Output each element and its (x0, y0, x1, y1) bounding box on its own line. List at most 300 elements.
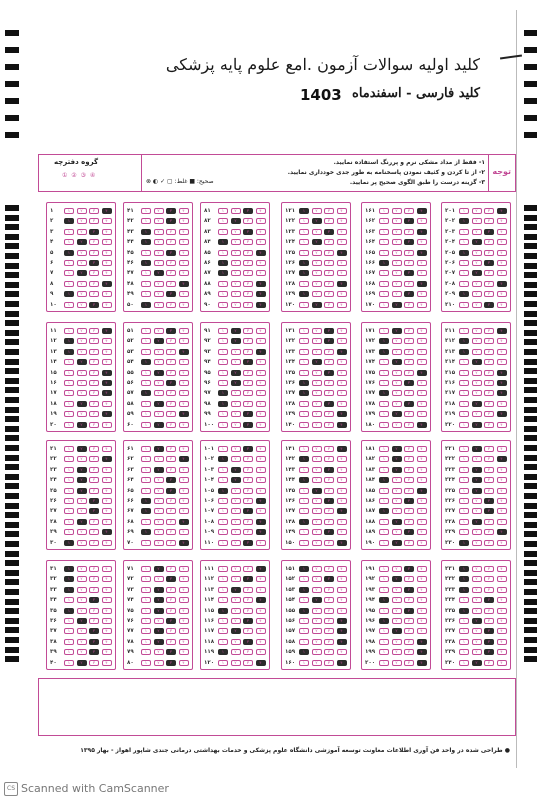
answer-bubble[interactable]: ۴ (497, 218, 507, 224)
answer-bubble[interactable]: ۴ (417, 411, 427, 417)
answer-bubble[interactable]: ۲ (392, 498, 402, 504)
answer-bubble[interactable]: ۱ (141, 218, 151, 224)
answer-bubble[interactable]: ۱ (141, 639, 151, 645)
answer-bubble[interactable]: ۲ (231, 597, 241, 603)
answer-bubble[interactable]: ۳ (243, 660, 253, 666)
answer-bubble[interactable]: ۳ (324, 281, 334, 287)
answer-bubble[interactable]: ۴ (256, 649, 266, 655)
answer-bubble[interactable]: ۳ (166, 302, 176, 308)
answer-bubble[interactable]: ۴ (102, 208, 112, 214)
answer-bubble[interactable]: ۲ (312, 649, 322, 655)
answer-bubble[interactable]: ۲ (312, 628, 322, 634)
answer-bubble[interactable]: ۲ (312, 422, 322, 428)
answer-bubble[interactable]: ۴ (179, 498, 189, 504)
answer-bubble[interactable]: ۲ (392, 349, 402, 355)
answer-bubble[interactable]: ۴ (102, 477, 112, 483)
answer-bubble[interactable]: ۲ (154, 349, 164, 355)
answer-bubble[interactable]: ۲ (392, 370, 402, 376)
answer-bubble[interactable]: ۳ (404, 411, 414, 417)
answer-bubble[interactable]: ۱ (299, 411, 309, 417)
answer-bubble[interactable]: ۱ (218, 218, 228, 224)
answer-bubble[interactable]: ۱ (64, 498, 74, 504)
answer-bubble[interactable]: ۳ (243, 370, 253, 376)
answer-bubble[interactable]: ۴ (497, 477, 507, 483)
answer-bubble[interactable]: ۲ (231, 660, 241, 666)
answer-bubble[interactable]: ۴ (497, 338, 507, 344)
answer-bubble[interactable]: ۴ (102, 338, 112, 344)
answer-bubble[interactable]: ۳ (324, 380, 334, 386)
answer-bubble[interactable]: ۱ (379, 260, 389, 266)
answer-bubble[interactable]: ۳ (166, 618, 176, 624)
answer-bubble[interactable]: ۱ (141, 540, 151, 546)
answer-bubble[interactable]: ۴ (417, 218, 427, 224)
answer-bubble[interactable]: ۴ (417, 540, 427, 546)
answer-bubble[interactable]: ۲ (154, 597, 164, 603)
answer-bubble[interactable]: ۱ (299, 291, 309, 297)
answer-bubble[interactable]: ۳ (484, 218, 494, 224)
answer-bubble[interactable]: ۴ (179, 250, 189, 256)
answer-bubble[interactable]: ۳ (324, 660, 334, 666)
answer-bubble[interactable]: ۳ (484, 338, 494, 344)
answer-bubble[interactable]: ۴ (256, 498, 266, 504)
answer-bubble[interactable]: ۳ (166, 540, 176, 546)
answer-bubble[interactable]: ۳ (324, 467, 334, 473)
answer-bubble[interactable]: ۲ (392, 390, 402, 396)
answer-bubble[interactable]: ۴ (337, 270, 347, 276)
answer-bubble[interactable]: ۳ (404, 239, 414, 245)
answer-bubble[interactable]: ۴ (102, 540, 112, 546)
answer-bubble[interactable]: ۱ (141, 338, 151, 344)
answer-bubble[interactable]: ۴ (256, 576, 266, 582)
answer-bubble[interactable]: ۴ (179, 540, 189, 546)
answer-bubble[interactable]: ۲ (472, 380, 482, 386)
answer-bubble[interactable]: ۱ (459, 639, 469, 645)
answer-bubble[interactable]: ۲ (392, 649, 402, 655)
answer-bubble[interactable]: ۴ (337, 338, 347, 344)
answer-bubble[interactable]: ۲ (392, 456, 402, 462)
answer-bubble[interactable]: ۳ (243, 218, 253, 224)
answer-bubble[interactable]: ۴ (256, 291, 266, 297)
answer-bubble[interactable]: ۴ (256, 239, 266, 245)
answer-bubble[interactable]: ۳ (243, 208, 253, 214)
answer-bubble[interactable]: ۲ (231, 540, 241, 546)
answer-bubble[interactable]: ۴ (417, 446, 427, 452)
answer-bubble[interactable]: ۴ (102, 576, 112, 582)
answer-bubble[interactable]: ۳ (243, 456, 253, 462)
answer-bubble[interactable]: ۱ (299, 302, 309, 308)
answer-bubble[interactable]: ۳ (404, 488, 414, 494)
answer-bubble[interactable]: ۴ (337, 411, 347, 417)
answer-bubble[interactable]: ۲ (77, 422, 87, 428)
answer-bubble[interactable]: ۱ (379, 250, 389, 256)
answer-bubble[interactable]: ۱ (459, 498, 469, 504)
answer-bubble[interactable]: ۲ (154, 239, 164, 245)
answer-bubble[interactable]: ۴ (417, 519, 427, 525)
answer-bubble[interactable]: ۲ (154, 291, 164, 297)
answer-bubble[interactable]: ۲ (154, 422, 164, 428)
answer-bubble[interactable]: ۱ (64, 422, 74, 428)
answer-bubble[interactable]: ۲ (472, 488, 482, 494)
answer-bubble[interactable]: ۴ (497, 597, 507, 603)
answer-bubble[interactable]: ۲ (392, 229, 402, 235)
answer-bubble[interactable]: ۴ (179, 467, 189, 473)
answer-bubble[interactable]: ۳ (324, 422, 334, 428)
answer-bubble[interactable]: ۳ (243, 291, 253, 297)
answer-bubble[interactable]: ۳ (484, 608, 494, 614)
answer-bubble[interactable]: ۱ (64, 566, 74, 572)
answer-bubble[interactable]: ۱ (64, 660, 74, 666)
answer-bubble[interactable]: ۱ (379, 370, 389, 376)
answer-bubble[interactable]: ۲ (312, 540, 322, 546)
answer-bubble[interactable]: ۳ (324, 446, 334, 452)
answer-bubble[interactable]: ۴ (417, 477, 427, 483)
answer-bubble[interactable]: ۳ (89, 456, 99, 462)
answer-bubble[interactable]: ۴ (497, 529, 507, 535)
answer-bubble[interactable]: ۱ (299, 239, 309, 245)
answer-bubble[interactable]: ۲ (312, 208, 322, 214)
answer-bubble[interactable]: ۲ (231, 608, 241, 614)
answer-bubble[interactable]: ۴ (337, 302, 347, 308)
answer-bubble[interactable]: ۱ (64, 467, 74, 473)
answer-bubble[interactable]: ۴ (179, 608, 189, 614)
answer-bubble[interactable]: ۴ (256, 608, 266, 614)
answer-bubble[interactable]: ۴ (102, 628, 112, 634)
answer-bubble[interactable]: ۴ (337, 628, 347, 634)
answer-bubble[interactable]: ۲ (77, 328, 87, 334)
answer-bubble[interactable]: ۴ (102, 608, 112, 614)
answer-bubble[interactable]: ۱ (64, 508, 74, 514)
answer-bubble[interactable]: ۱ (379, 639, 389, 645)
answer-bubble[interactable]: ۳ (324, 597, 334, 603)
answer-bubble[interactable]: ۱ (64, 270, 74, 276)
answer-bubble[interactable]: ۱ (218, 587, 228, 593)
answer-bubble[interactable]: ۲ (312, 302, 322, 308)
answer-bubble[interactable]: ۳ (404, 597, 414, 603)
answer-bubble[interactable]: ۳ (404, 519, 414, 525)
answer-bubble[interactable]: ۳ (166, 508, 176, 514)
answer-bubble[interactable]: ۲ (231, 508, 241, 514)
answer-bubble[interactable]: ۳ (89, 597, 99, 603)
answer-bubble[interactable]: ۱ (141, 302, 151, 308)
answer-bubble[interactable]: ۴ (256, 270, 266, 276)
answer-bubble[interactable]: ۲ (472, 411, 482, 417)
answer-bubble[interactable]: ۳ (166, 390, 176, 396)
answer-bubble[interactable]: ۳ (89, 540, 99, 546)
answer-bubble[interactable]: ۱ (299, 587, 309, 593)
answer-bubble[interactable]: ۴ (179, 477, 189, 483)
answer-bubble[interactable]: ۱ (141, 239, 151, 245)
answer-bubble[interactable]: ۳ (404, 566, 414, 572)
answer-bubble[interactable]: ۲ (312, 260, 322, 266)
answer-bubble[interactable]: ۴ (337, 260, 347, 266)
answer-bubble[interactable]: ۲ (231, 390, 241, 396)
answer-bubble[interactable]: ۱ (299, 401, 309, 407)
answer-bubble[interactable]: ۲ (231, 208, 241, 214)
answer-bubble[interactable]: ۴ (102, 446, 112, 452)
answer-bubble[interactable]: ۱ (459, 587, 469, 593)
answer-bubble[interactable]: ۴ (102, 467, 112, 473)
answer-bubble[interactable]: ۳ (243, 422, 253, 428)
answer-bubble[interactable]: ۳ (404, 529, 414, 535)
answer-bubble[interactable]: ۳ (243, 587, 253, 593)
answer-bubble[interactable]: ۱ (64, 401, 74, 407)
answer-bubble[interactable]: ۴ (497, 281, 507, 287)
answer-bubble[interactable]: ۱ (459, 218, 469, 224)
answer-bubble[interactable]: ۱ (379, 649, 389, 655)
answer-bubble[interactable]: ۱ (299, 370, 309, 376)
answer-bubble[interactable]: ۱ (379, 291, 389, 297)
answer-bubble[interactable]: ۳ (166, 488, 176, 494)
answer-bubble[interactable]: ۴ (102, 270, 112, 276)
answer-bubble[interactable]: ۱ (459, 566, 469, 572)
answer-bubble[interactable]: ۲ (77, 218, 87, 224)
answer-bubble[interactable]: ۱ (379, 270, 389, 276)
answer-bubble[interactable]: ۳ (484, 359, 494, 365)
answer-bubble[interactable]: ۴ (179, 281, 189, 287)
answer-bubble[interactable]: ۲ (472, 291, 482, 297)
answer-bubble[interactable]: ۴ (102, 508, 112, 514)
answer-bubble[interactable]: ۲ (472, 508, 482, 514)
answer-bubble[interactable]: ۱ (218, 359, 228, 365)
answer-bubble[interactable]: ۳ (89, 446, 99, 452)
answer-bubble[interactable]: ۳ (484, 618, 494, 624)
answer-bubble[interactable]: ۴ (497, 370, 507, 376)
answer-bubble[interactable]: ۴ (256, 467, 266, 473)
answer-bubble[interactable]: ۲ (472, 540, 482, 546)
answer-bubble[interactable]: ۲ (154, 566, 164, 572)
answer-bubble[interactable]: ۱ (459, 618, 469, 624)
answer-bubble[interactable]: ۴ (337, 498, 347, 504)
answer-bubble[interactable]: ۲ (472, 359, 482, 365)
answer-bubble[interactable]: ۴ (256, 529, 266, 535)
answer-bubble[interactable]: ۴ (179, 411, 189, 417)
answer-bubble[interactable]: ۱ (218, 639, 228, 645)
answer-bubble[interactable]: ۲ (392, 380, 402, 386)
answer-bubble[interactable]: ۴ (417, 587, 427, 593)
answer-bubble[interactable]: ۳ (89, 281, 99, 287)
answer-bubble[interactable]: ۳ (89, 608, 99, 614)
answer-bubble[interactable]: ۳ (484, 498, 494, 504)
answer-bubble[interactable]: ۳ (404, 576, 414, 582)
answer-bubble[interactable]: ۱ (64, 291, 74, 297)
answer-bubble[interactable]: ۳ (166, 628, 176, 634)
answer-bubble[interactable]: ۲ (392, 411, 402, 417)
answer-bubble[interactable]: ۱ (218, 467, 228, 473)
answer-bubble[interactable]: ۱ (64, 456, 74, 462)
answer-bubble[interactable]: ۲ (472, 456, 482, 462)
answer-bubble[interactable]: ۳ (324, 270, 334, 276)
answer-bubble[interactable]: ۱ (299, 498, 309, 504)
answer-bubble[interactable]: ۲ (472, 608, 482, 614)
answer-bubble[interactable]: ۱ (459, 302, 469, 308)
answer-bubble[interactable]: ۱ (459, 359, 469, 365)
answer-bubble[interactable]: ۲ (231, 477, 241, 483)
answer-bubble[interactable]: ۳ (404, 349, 414, 355)
answer-bubble[interactable]: ۴ (256, 380, 266, 386)
answer-bubble[interactable]: ۲ (231, 411, 241, 417)
answer-bubble[interactable]: ۱ (218, 401, 228, 407)
answer-bubble[interactable]: ۳ (243, 338, 253, 344)
answer-bubble[interactable]: ۲ (392, 566, 402, 572)
answer-bubble[interactable]: ۴ (102, 498, 112, 504)
answer-bubble[interactable]: ۳ (166, 498, 176, 504)
answer-bubble[interactable]: ۱ (379, 338, 389, 344)
answer-bubble[interactable]: ۳ (166, 446, 176, 452)
answer-bubble[interactable]: ۱ (141, 566, 151, 572)
answer-bubble[interactable]: ۴ (179, 390, 189, 396)
answer-bubble[interactable]: ۴ (497, 639, 507, 645)
answer-bubble[interactable]: ۱ (459, 229, 469, 235)
answer-bubble[interactable]: ۲ (154, 218, 164, 224)
answer-bubble[interactable]: ۲ (392, 660, 402, 666)
answer-bubble[interactable]: ۳ (484, 477, 494, 483)
answer-bubble[interactable]: ۲ (154, 229, 164, 235)
answer-bubble[interactable]: ۲ (392, 628, 402, 634)
answer-bubble[interactable]: ۲ (392, 587, 402, 593)
answer-bubble[interactable]: ۱ (299, 519, 309, 525)
answer-bubble[interactable]: ۴ (256, 411, 266, 417)
answer-bubble[interactable]: ۳ (324, 229, 334, 235)
answer-bubble[interactable]: ۳ (166, 587, 176, 593)
answer-bubble[interactable]: ۴ (337, 380, 347, 386)
answer-bubble[interactable]: ۴ (102, 649, 112, 655)
answer-bubble[interactable]: ۴ (179, 349, 189, 355)
answer-bubble[interactable]: ۳ (243, 239, 253, 245)
answer-bubble[interactable]: ۳ (243, 597, 253, 603)
answer-bubble[interactable]: ۲ (392, 639, 402, 645)
answer-bubble[interactable]: ۳ (166, 639, 176, 645)
answer-bubble[interactable]: ۱ (64, 529, 74, 535)
answer-bubble[interactable]: ۲ (312, 576, 322, 582)
answer-bubble[interactable]: ۱ (218, 411, 228, 417)
answer-bubble[interactable]: ۳ (324, 260, 334, 266)
answer-bubble[interactable]: ۳ (166, 229, 176, 235)
answer-bubble[interactable]: ۲ (392, 576, 402, 582)
answer-bubble[interactable]: ۴ (337, 660, 347, 666)
answer-bubble[interactable]: ۳ (404, 446, 414, 452)
answer-bubble[interactable]: ۱ (64, 359, 74, 365)
answer-bubble[interactable]: ۱ (218, 239, 228, 245)
answer-bubble[interactable]: ۳ (166, 649, 176, 655)
answer-bubble[interactable]: ۴ (497, 488, 507, 494)
answer-bubble[interactable]: ۲ (77, 498, 87, 504)
answer-bubble[interactable]: ۱ (141, 508, 151, 514)
answer-bubble[interactable]: ۴ (102, 456, 112, 462)
answer-bubble[interactable]: ۴ (417, 380, 427, 386)
answer-bubble[interactable]: ۲ (154, 660, 164, 666)
answer-bubble[interactable]: ۱ (218, 260, 228, 266)
answer-bubble[interactable]: ۱ (218, 576, 228, 582)
answer-bubble[interactable]: ۳ (89, 390, 99, 396)
answer-bubble[interactable]: ۱ (459, 529, 469, 535)
answer-bubble[interactable]: ۴ (497, 239, 507, 245)
answer-bubble[interactable]: ۳ (89, 302, 99, 308)
answer-bubble[interactable]: ۳ (484, 456, 494, 462)
answer-bubble[interactable]: ۳ (404, 390, 414, 396)
answer-bubble[interactable]: ۱ (459, 380, 469, 386)
answer-bubble[interactable]: ۳ (484, 519, 494, 525)
answer-bubble[interactable]: ۳ (324, 587, 334, 593)
answer-bubble[interactable]: ۲ (154, 302, 164, 308)
answer-bubble[interactable]: ۲ (154, 628, 164, 634)
answer-bubble[interactable]: ۳ (324, 576, 334, 582)
answer-bubble[interactable]: ۲ (392, 529, 402, 535)
answer-bubble[interactable]: ۳ (404, 401, 414, 407)
answer-bubble[interactable]: ۴ (179, 446, 189, 452)
answer-bubble[interactable]: ۲ (472, 477, 482, 483)
answer-bubble[interactable]: ۱ (459, 281, 469, 287)
answer-bubble[interactable]: ۴ (179, 456, 189, 462)
answer-bubble[interactable]: ۲ (231, 359, 241, 365)
answer-bubble[interactable]: ۱ (64, 302, 74, 308)
answer-bubble[interactable]: ۳ (89, 628, 99, 634)
answer-bubble[interactable]: ۲ (312, 328, 322, 334)
answer-bubble[interactable]: ۱ (379, 229, 389, 235)
answer-bubble[interactable]: ۳ (166, 660, 176, 666)
answer-bubble[interactable]: ۲ (77, 302, 87, 308)
answer-bubble[interactable]: ۴ (102, 370, 112, 376)
answer-bubble[interactable]: ۳ (243, 349, 253, 355)
answer-bubble[interactable]: ۲ (154, 390, 164, 396)
answer-bubble[interactable]: ۱ (379, 566, 389, 572)
answer-bubble[interactable]: ۴ (337, 587, 347, 593)
answer-bubble[interactable]: ۱ (459, 477, 469, 483)
answer-bubble[interactable]: ۴ (337, 401, 347, 407)
answer-bubble[interactable]: ۲ (154, 508, 164, 514)
answer-bubble[interactable]: ۴ (417, 281, 427, 287)
answer-bubble[interactable]: ۴ (497, 608, 507, 614)
answer-bubble[interactable]: ۲ (231, 456, 241, 462)
answer-bubble[interactable]: ۳ (404, 456, 414, 462)
answer-bubble[interactable]: ۲ (231, 649, 241, 655)
answer-bubble[interactable]: ۳ (89, 370, 99, 376)
answer-bubble[interactable]: ۳ (324, 401, 334, 407)
answer-bubble[interactable]: ۲ (472, 587, 482, 593)
answer-bubble[interactable]: ۱ (141, 446, 151, 452)
answer-bubble[interactable]: ۱ (299, 208, 309, 214)
answer-bubble[interactable]: ۴ (497, 390, 507, 396)
answer-bubble[interactable]: ۲ (312, 380, 322, 386)
answer-bubble[interactable]: ۱ (218, 498, 228, 504)
answer-bubble[interactable]: ۲ (77, 250, 87, 256)
answer-bubble[interactable]: ۳ (243, 260, 253, 266)
answer-bubble[interactable]: ۳ (324, 250, 334, 256)
answer-bubble[interactable]: ۳ (324, 328, 334, 334)
answer-bubble[interactable]: ۲ (154, 411, 164, 417)
answer-bubble[interactable]: ۲ (312, 508, 322, 514)
answer-bubble[interactable]: ۳ (484, 390, 494, 396)
answer-bubble[interactable]: ۲ (312, 618, 322, 624)
answer-bubble[interactable]: ۴ (417, 608, 427, 614)
answer-bubble[interactable]: ۳ (404, 229, 414, 235)
answer-bubble[interactable]: ۴ (256, 328, 266, 334)
answer-bubble[interactable]: ۳ (243, 608, 253, 614)
answer-bubble[interactable]: ۱ (459, 576, 469, 582)
answer-bubble[interactable]: ۱ (64, 576, 74, 582)
answer-bubble[interactable]: ۴ (256, 488, 266, 494)
answer-bubble[interactable]: ۴ (497, 270, 507, 276)
answer-bubble[interactable]: ۴ (337, 359, 347, 365)
answer-bubble[interactable]: ۴ (417, 639, 427, 645)
answer-bubble[interactable]: ۱ (64, 446, 74, 452)
answer-bubble[interactable]: ۲ (472, 422, 482, 428)
answer-bubble[interactable]: ۲ (231, 628, 241, 634)
answer-bubble[interactable]: ۴ (497, 401, 507, 407)
answer-bubble[interactable]: ۲ (77, 390, 87, 396)
answer-bubble[interactable]: ۳ (89, 229, 99, 235)
answer-bubble[interactable]: ۴ (102, 218, 112, 224)
answer-bubble[interactable]: ۱ (141, 291, 151, 297)
